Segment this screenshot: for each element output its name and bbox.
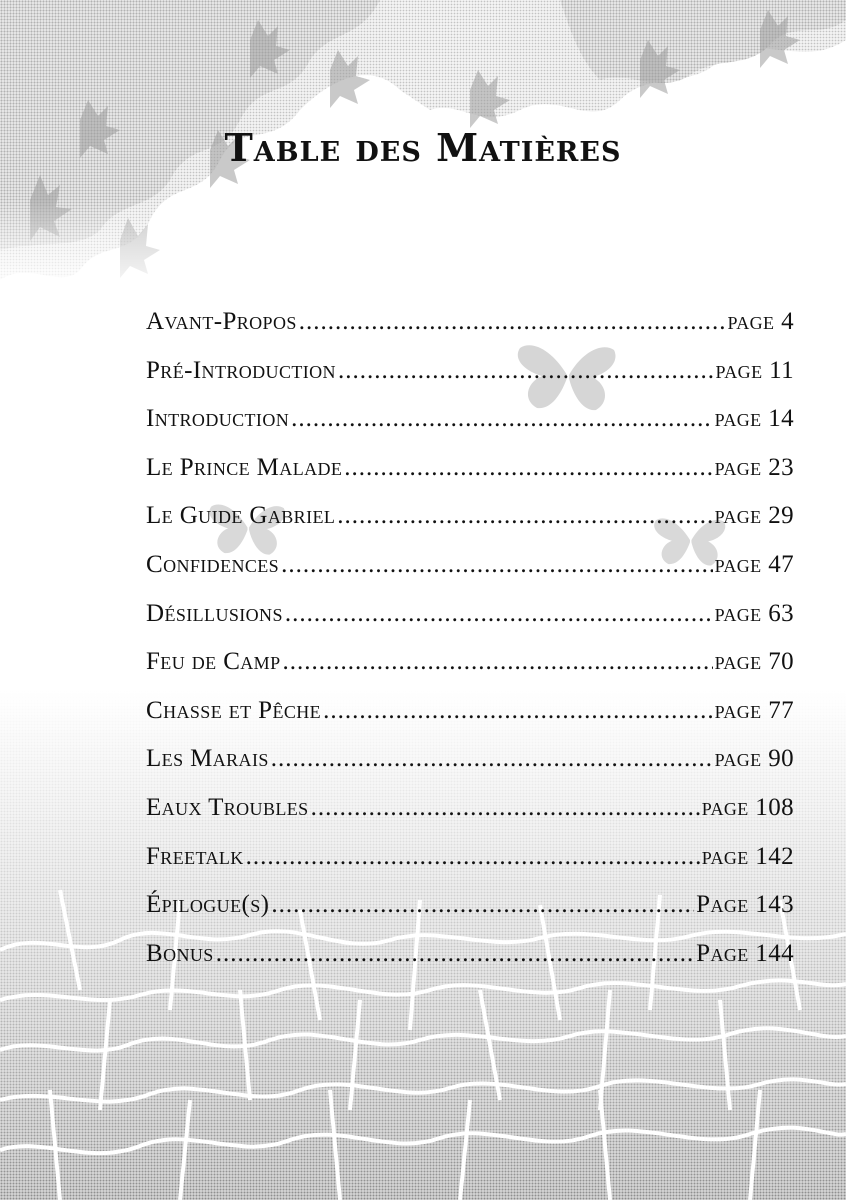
toc-entry[interactable] bbox=[146, 940, 794, 989]
toc-entry[interactable] bbox=[146, 794, 794, 843]
toc-entry-page: Page 143 bbox=[696, 891, 794, 919]
toc-entry[interactable] bbox=[146, 648, 794, 697]
toc-entry-title: Bonus bbox=[146, 939, 214, 967]
toc-entry[interactable] bbox=[146, 697, 794, 746]
toc-entry-title: Épilogue(s) bbox=[146, 891, 270, 919]
toc-entry[interactable] bbox=[146, 357, 794, 406]
toc-leader-dots bbox=[337, 502, 712, 530]
toc-entry-title: Avant-Propos bbox=[146, 308, 297, 335]
toc-entry[interactable] bbox=[146, 745, 794, 794]
toc-entry-title: Eaux Troubles bbox=[146, 793, 309, 821]
toc-leader-dots bbox=[323, 697, 713, 725]
toc-entry-page: page 14 bbox=[714, 405, 794, 433]
toc-entry[interactable] bbox=[146, 454, 794, 503]
toc-entry[interactable] bbox=[146, 891, 794, 940]
toc-entry[interactable] bbox=[146, 843, 794, 892]
toc-leader-dots bbox=[281, 551, 713, 579]
toc-entry-title: Chasse et Pêche bbox=[146, 696, 322, 724]
toc-leader-dots bbox=[282, 648, 712, 676]
toc-leader-dots bbox=[216, 940, 694, 968]
toc-entry-title: Les Marais bbox=[146, 745, 269, 773]
page-title: Table des Matières bbox=[224, 125, 622, 170]
toc-entry-page: page 11 bbox=[715, 356, 794, 384]
toc-entry-title: Confidences bbox=[146, 550, 280, 578]
toc-leader-dots bbox=[271, 891, 694, 919]
toc-entry[interactable] bbox=[146, 308, 794, 357]
toc-list bbox=[146, 308, 794, 988]
toc-entry-page: page 142 bbox=[701, 842, 794, 870]
toc-leader-dots bbox=[338, 357, 714, 385]
toc-entry-page: page 29 bbox=[714, 502, 794, 530]
toc-entry[interactable] bbox=[146, 551, 794, 600]
toc-entry[interactable] bbox=[146, 405, 794, 454]
toc-entry-title: Pré-Introduction bbox=[146, 356, 336, 384]
toc-leader-dots bbox=[311, 794, 700, 822]
toc-entry[interactable] bbox=[146, 600, 794, 649]
toc-entry-title: Le Prince Malade bbox=[146, 453, 343, 481]
toc-entry-page: page 63 bbox=[714, 599, 794, 627]
toc-leader-dots bbox=[344, 454, 712, 482]
toc-leader-dots bbox=[299, 308, 726, 336]
toc-entry-page: page 23 bbox=[714, 453, 794, 481]
toc-leader-dots bbox=[271, 745, 713, 773]
toc-entry-page: page 77 bbox=[714, 696, 794, 724]
toc-leader-dots bbox=[285, 600, 713, 628]
toc-entry-page: page 47 bbox=[714, 550, 794, 578]
toc-entry-title: Feu de Camp bbox=[146, 648, 281, 676]
toc-entry[interactable] bbox=[146, 502, 794, 551]
toc-entry-page: Page 144 bbox=[696, 939, 794, 967]
toc-entry-title: Désillusions bbox=[146, 599, 283, 627]
toc-entry-title: Freetalk bbox=[146, 842, 244, 870]
toc-entry-page: page 90 bbox=[714, 745, 794, 773]
toc-entry-page: page 4 bbox=[727, 308, 794, 335]
toc-entry-page: page 70 bbox=[714, 648, 794, 676]
toc-leader-dots bbox=[291, 405, 712, 433]
toc-entry-page: page 108 bbox=[701, 793, 794, 821]
toc-leader-dots bbox=[246, 843, 700, 871]
toc-entry-title: Le Guide Gabriel bbox=[146, 502, 336, 530]
toc-entry-title: Introduction bbox=[146, 405, 290, 433]
